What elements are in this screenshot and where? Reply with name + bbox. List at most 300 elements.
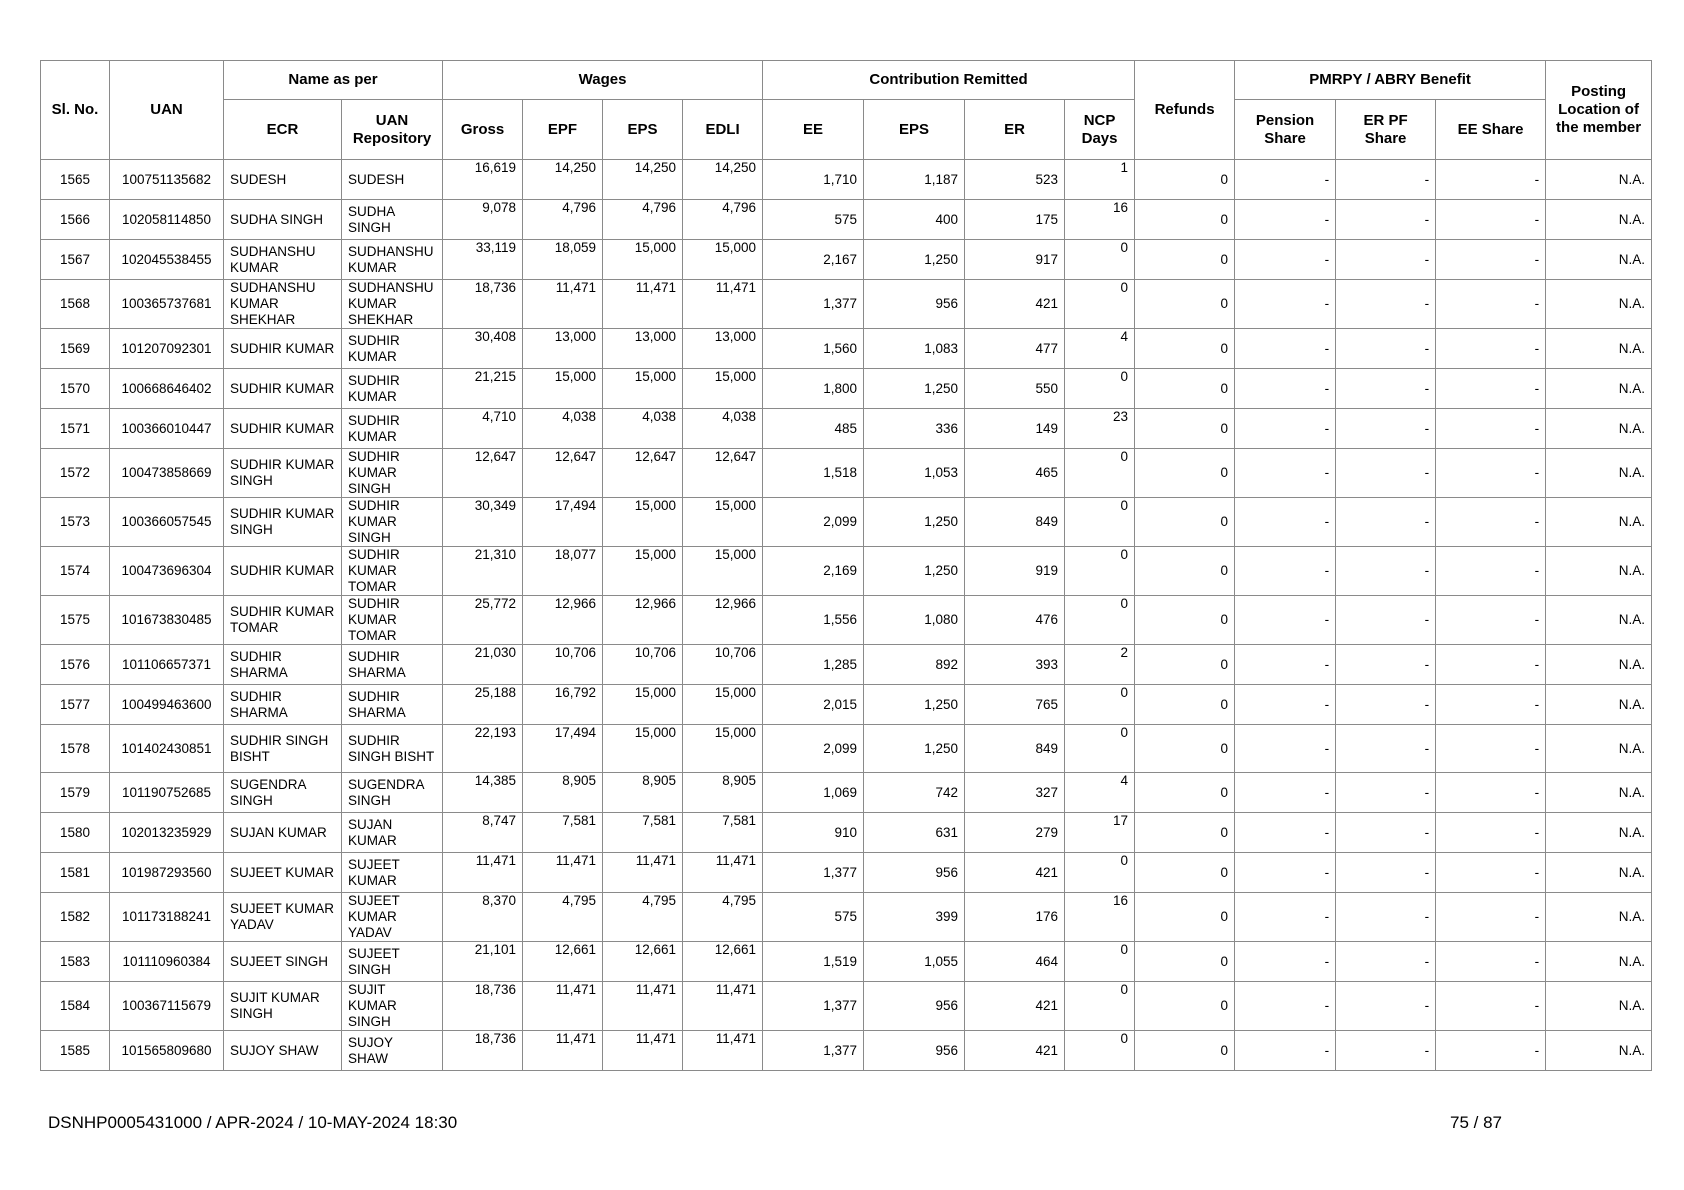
cell-ee: 2,169 [763, 547, 864, 596]
cell-posting-location: N.A. [1546, 369, 1652, 409]
cell-er-pf-share: - [1336, 200, 1436, 240]
cell-contribution-eps: 1,080 [864, 596, 965, 645]
cell-edli: 11,471 [683, 1031, 763, 1071]
cell-gross: 18,736 [443, 982, 523, 1031]
table-header [41, 61, 1652, 160]
cell-uan-repository-name: SUDHIR KUMAR [342, 329, 443, 369]
cell-ecr-name: SUGENDRA SINGH [224, 773, 342, 813]
cell-er: 919 [965, 547, 1065, 596]
cell-pension-share: - [1235, 685, 1336, 725]
cell-posting-location: N.A. [1546, 685, 1652, 725]
cell-edli: 12,647 [683, 449, 763, 498]
cell-ee-share: - [1436, 853, 1546, 893]
cell-gross: 21,310 [443, 547, 523, 596]
cell-refunds: 0 [1135, 498, 1235, 547]
cell-pension-share: - [1235, 280, 1336, 329]
header-ecr: ECR [224, 100, 342, 160]
cell-er: 464 [965, 942, 1065, 982]
cell-contribution-eps: 742 [864, 773, 965, 813]
cell-uan-repository-name: SUJOY SHAW [342, 1031, 443, 1071]
cell-uan: 100366057545 [110, 498, 224, 547]
cell-eps: 15,000 [603, 240, 683, 280]
cell-ncp-days: 0 [1065, 280, 1135, 329]
header-epf: EPF [523, 100, 603, 160]
cell-gross: 9,078 [443, 200, 523, 240]
cell-eps: 15,000 [603, 369, 683, 409]
cell-er-pf-share: - [1336, 1031, 1436, 1071]
cell-refunds: 0 [1135, 982, 1235, 1031]
cell-er: 523 [965, 160, 1065, 200]
cell-ee: 2,099 [763, 498, 864, 547]
cell-ee: 2,167 [763, 240, 864, 280]
table-body [41, 160, 1652, 1071]
cell-gross: 11,471 [443, 853, 523, 893]
cell-uan-repository-name: SUDHIR KUMAR TOMAR [342, 547, 443, 596]
cell-uan: 102045538455 [110, 240, 224, 280]
cell-ecr-name: SUDHIR KUMAR SINGH [224, 498, 342, 547]
cell-ncp-days: 0 [1065, 685, 1135, 725]
cell-ncp-days: 1 [1065, 160, 1135, 200]
cell-posting-location: N.A. [1546, 725, 1652, 773]
cell-ee-share: - [1436, 685, 1546, 725]
cell-pension-share: - [1235, 893, 1336, 942]
table-row [41, 853, 1652, 893]
cell-refunds: 0 [1135, 200, 1235, 240]
cell-epf: 17,494 [523, 498, 603, 547]
table-row [41, 685, 1652, 725]
cell-ee-share: - [1436, 645, 1546, 685]
cell-er-pf-share: - [1336, 773, 1436, 813]
cell-er-pf-share: - [1336, 813, 1436, 853]
cell-ecr-name: SUJEET KUMAR [224, 853, 342, 893]
cell-epf: 14,250 [523, 160, 603, 200]
cell-er-pf-share: - [1336, 240, 1436, 280]
cell-contribution-eps: 399 [864, 893, 965, 942]
cell-er: 393 [965, 645, 1065, 685]
cell-ecr-name: SUJEET SINGH [224, 942, 342, 982]
header-ee-share: EE Share [1436, 100, 1546, 160]
cell-contribution-eps: 631 [864, 813, 965, 853]
cell-eps: 12,661 [603, 942, 683, 982]
cell-ee: 1,377 [763, 853, 864, 893]
cell-sl-no: 1584 [41, 982, 110, 1031]
cell-uan: 100366010447 [110, 409, 224, 449]
cell-uan: 100365737681 [110, 280, 224, 329]
cell-eps: 8,905 [603, 773, 683, 813]
cell-gross: 18,736 [443, 1031, 523, 1071]
cell-uan-repository-name: SUJAN KUMAR [342, 813, 443, 853]
cell-epf: 10,706 [523, 645, 603, 685]
cell-contribution-eps: 1,250 [864, 240, 965, 280]
cell-eps: 4,796 [603, 200, 683, 240]
cell-er-pf-share: - [1336, 160, 1436, 200]
cell-ecr-name: SUDESH [224, 160, 342, 200]
cell-ee-share: - [1436, 942, 1546, 982]
cell-epf: 12,661 [523, 942, 603, 982]
cell-ee: 485 [763, 409, 864, 449]
cell-uan: 101402430851 [110, 725, 224, 773]
cell-ecr-name: SUDHIR KUMAR SINGH [224, 449, 342, 498]
cell-sl-no: 1571 [41, 409, 110, 449]
header-edli: EDLI [683, 100, 763, 160]
cell-refunds: 0 [1135, 1031, 1235, 1071]
header-pmrpy-abry: PMRPY / ABRY Benefit [1235, 61, 1546, 100]
cell-uan: 101207092301 [110, 329, 224, 369]
cell-er: 421 [965, 982, 1065, 1031]
cell-refunds: 0 [1135, 942, 1235, 982]
cell-er-pf-share: - [1336, 369, 1436, 409]
header-ncp-days: NCP Days [1065, 100, 1135, 160]
header-name-as-per: Name as per [224, 61, 443, 100]
cell-ncp-days: 0 [1065, 449, 1135, 498]
cell-ncp-days: 16 [1065, 200, 1135, 240]
cell-posting-location: N.A. [1546, 329, 1652, 369]
cell-ee-share: - [1436, 725, 1546, 773]
cell-pension-share: - [1235, 645, 1336, 685]
cell-er: 421 [965, 853, 1065, 893]
cell-ecr-name: SUDHIR SHARMA [224, 685, 342, 725]
cell-ecr-name: SUDHIR KUMAR [224, 409, 342, 449]
cell-sl-no: 1567 [41, 240, 110, 280]
cell-ee-share: - [1436, 596, 1546, 645]
cell-er-pf-share: - [1336, 685, 1436, 725]
cell-contribution-eps: 1,250 [864, 498, 965, 547]
cell-ncp-days: 17 [1065, 813, 1135, 853]
cell-er: 176 [965, 893, 1065, 942]
cell-sl-no: 1572 [41, 449, 110, 498]
cell-epf: 7,581 [523, 813, 603, 853]
cell-ee-share: - [1436, 329, 1546, 369]
contribution-table [40, 60, 1652, 1071]
cell-uan: 101190752685 [110, 773, 224, 813]
cell-er: 849 [965, 498, 1065, 547]
cell-contribution-eps: 892 [864, 645, 965, 685]
cell-ecr-name: SUDHIR SINGH BISHT [224, 725, 342, 773]
cell-ncp-days: 0 [1065, 498, 1135, 547]
header-uan: UAN [110, 61, 224, 160]
cell-ncp-days: 0 [1065, 1031, 1135, 1071]
cell-ncp-days: 0 [1065, 547, 1135, 596]
cell-uan-repository-name: SUDHIR SHARMA [342, 645, 443, 685]
cell-posting-location: N.A. [1546, 240, 1652, 280]
cell-ee: 2,015 [763, 685, 864, 725]
cell-ee-share: - [1436, 1031, 1546, 1071]
cell-uan-repository-name: SUJEET KUMAR YADAV [342, 893, 443, 942]
cell-refunds: 0 [1135, 596, 1235, 645]
cell-sl-no: 1578 [41, 725, 110, 773]
cell-sl-no: 1566 [41, 200, 110, 240]
cell-refunds: 0 [1135, 449, 1235, 498]
cell-sl-no: 1575 [41, 596, 110, 645]
cell-edli: 4,795 [683, 893, 763, 942]
cell-eps: 14,250 [603, 160, 683, 200]
cell-uan: 100367115679 [110, 982, 224, 1031]
cell-ee: 1,285 [763, 645, 864, 685]
cell-contribution-eps: 1,250 [864, 725, 965, 773]
header-ee: EE [763, 100, 864, 160]
cell-ecr-name: SUDHIR KUMAR [224, 369, 342, 409]
header-contribution-remitted: Contribution Remitted [763, 61, 1135, 100]
cell-er-pf-share: - [1336, 725, 1436, 773]
cell-ee-share: - [1436, 498, 1546, 547]
cell-sl-no: 1577 [41, 685, 110, 725]
cell-edli: 15,000 [683, 725, 763, 773]
cell-ee: 575 [763, 893, 864, 942]
header-er-pf-share: ER PF Share [1336, 100, 1436, 160]
cell-contribution-eps: 1,250 [864, 685, 965, 725]
cell-uan: 101565809680 [110, 1031, 224, 1071]
cell-pension-share: - [1235, 329, 1336, 369]
cell-ee: 1,377 [763, 982, 864, 1031]
cell-ncp-days: 16 [1065, 893, 1135, 942]
cell-pension-share: - [1235, 1031, 1336, 1071]
cell-epf: 11,471 [523, 1031, 603, 1071]
cell-uan: 100473696304 [110, 547, 224, 596]
cell-er-pf-share: - [1336, 498, 1436, 547]
table-row [41, 773, 1652, 813]
cell-ee: 1,069 [763, 773, 864, 813]
cell-uan: 101673830485 [110, 596, 224, 645]
cell-edli: 13,000 [683, 329, 763, 369]
cell-er: 175 [965, 200, 1065, 240]
table-row [41, 893, 1652, 942]
cell-refunds: 0 [1135, 813, 1235, 853]
cell-pension-share: - [1235, 409, 1336, 449]
cell-er: 550 [965, 369, 1065, 409]
cell-gross: 25,772 [443, 596, 523, 645]
cell-epf: 12,647 [523, 449, 603, 498]
cell-er-pf-share: - [1336, 280, 1436, 329]
cell-edli: 11,471 [683, 982, 763, 1031]
cell-eps: 12,647 [603, 449, 683, 498]
cell-posting-location: N.A. [1546, 200, 1652, 240]
cell-edli: 8,905 [683, 773, 763, 813]
table-row [41, 813, 1652, 853]
cell-refunds: 0 [1135, 329, 1235, 369]
cell-eps: 12,966 [603, 596, 683, 645]
cell-pension-share: - [1235, 498, 1336, 547]
cell-contribution-eps: 956 [864, 280, 965, 329]
cell-edli: 15,000 [683, 369, 763, 409]
cell-sl-no: 1581 [41, 853, 110, 893]
cell-er-pf-share: - [1336, 596, 1436, 645]
table-row [41, 449, 1652, 498]
cell-edli: 12,966 [683, 596, 763, 645]
cell-sl-no: 1569 [41, 329, 110, 369]
cell-er: 279 [965, 813, 1065, 853]
header-posting-location: Posting Location of the member [1546, 61, 1652, 160]
cell-er: 849 [965, 725, 1065, 773]
cell-ee: 1,519 [763, 942, 864, 982]
cell-contribution-eps: 956 [864, 853, 965, 893]
header-gross: Gross [443, 100, 523, 160]
cell-refunds: 0 [1135, 280, 1235, 329]
cell-ecr-name: SUDHA SINGH [224, 200, 342, 240]
cell-er-pf-share: - [1336, 547, 1436, 596]
cell-gross: 12,647 [443, 449, 523, 498]
cell-uan-repository-name: SUDHIR KUMAR [342, 369, 443, 409]
cell-edli: 12,661 [683, 942, 763, 982]
cell-gross: 18,736 [443, 280, 523, 329]
cell-uan: 101110960384 [110, 942, 224, 982]
cell-ee-share: - [1436, 240, 1546, 280]
cell-uan: 101106657371 [110, 645, 224, 685]
cell-pension-share: - [1235, 942, 1336, 982]
cell-posting-location: N.A. [1546, 547, 1652, 596]
cell-uan: 102013235929 [110, 813, 224, 853]
table-row [41, 160, 1652, 200]
cell-er: 476 [965, 596, 1065, 645]
cell-uan-repository-name: SUGENDRA SINGH [342, 773, 443, 813]
cell-contribution-eps: 1,055 [864, 942, 965, 982]
cell-er: 917 [965, 240, 1065, 280]
cell-edli: 15,000 [683, 547, 763, 596]
cell-ncp-days: 0 [1065, 982, 1135, 1031]
cell-gross: 21,215 [443, 369, 523, 409]
cell-ee: 575 [763, 200, 864, 240]
cell-er-pf-share: - [1336, 449, 1436, 498]
cell-ecr-name: SUJIT KUMAR SINGH [224, 982, 342, 1031]
cell-ecr-name: SUJEET KUMAR YADAV [224, 893, 342, 942]
table-row [41, 725, 1652, 773]
cell-posting-location: N.A. [1546, 160, 1652, 200]
cell-er: 149 [965, 409, 1065, 449]
cell-contribution-eps: 1,053 [864, 449, 965, 498]
cell-refunds: 0 [1135, 160, 1235, 200]
cell-ee-share: - [1436, 547, 1546, 596]
cell-posting-location: N.A. [1546, 893, 1652, 942]
cell-eps: 15,000 [603, 685, 683, 725]
cell-er-pf-share: - [1336, 853, 1436, 893]
cell-ncp-days: 4 [1065, 773, 1135, 813]
cell-er-pf-share: - [1336, 645, 1436, 685]
cell-epf: 4,796 [523, 200, 603, 240]
cell-posting-location: N.A. [1546, 645, 1652, 685]
header-er: ER [965, 100, 1065, 160]
cell-sl-no: 1576 [41, 645, 110, 685]
cell-posting-location: N.A. [1546, 449, 1652, 498]
cell-uan: 101173188241 [110, 893, 224, 942]
cell-uan: 102058114850 [110, 200, 224, 240]
cell-sl-no: 1582 [41, 893, 110, 942]
cell-edli: 15,000 [683, 685, 763, 725]
cell-ee-share: - [1436, 200, 1546, 240]
cell-gross: 25,188 [443, 685, 523, 725]
cell-gross: 21,101 [443, 942, 523, 982]
cell-contribution-eps: 1,250 [864, 547, 965, 596]
cell-eps: 11,471 [603, 853, 683, 893]
cell-uan-repository-name: SUDHANSHU KUMAR SHEKHAR [342, 280, 443, 329]
header-wages: Wages [443, 61, 763, 100]
cell-sl-no: 1565 [41, 160, 110, 200]
cell-epf: 17,494 [523, 725, 603, 773]
cell-gross: 16,619 [443, 160, 523, 200]
header-refunds: Refunds [1135, 61, 1235, 160]
cell-uan-repository-name: SUJEET SINGH [342, 942, 443, 982]
cell-ee-share: - [1436, 449, 1546, 498]
cell-gross: 22,193 [443, 725, 523, 773]
cell-refunds: 0 [1135, 893, 1235, 942]
cell-ee-share: - [1436, 813, 1546, 853]
cell-ecr-name: SUDHANSHU KUMAR SHEKHAR [224, 280, 342, 329]
table-row [41, 200, 1652, 240]
table-row [41, 942, 1652, 982]
cell-edli: 11,471 [683, 853, 763, 893]
cell-uan-repository-name: SUDHIR SINGH BISHT [342, 725, 443, 773]
cell-sl-no: 1579 [41, 773, 110, 813]
cell-ncp-days: 0 [1065, 596, 1135, 645]
table-row [41, 329, 1652, 369]
cell-uan-repository-name: SUDHANSHU KUMAR [342, 240, 443, 280]
cell-posting-location: N.A. [1546, 1031, 1652, 1071]
cell-uan-repository-name: SUJIT KUMAR SINGH [342, 982, 443, 1031]
cell-sl-no: 1574 [41, 547, 110, 596]
cell-edli: 7,581 [683, 813, 763, 853]
header-eps: EPS [603, 100, 683, 160]
cell-uan-repository-name: SUDHA SINGH [342, 200, 443, 240]
cell-posting-location: N.A. [1546, 280, 1652, 329]
cell-edli: 15,000 [683, 498, 763, 547]
cell-epf: 18,059 [523, 240, 603, 280]
cell-ncp-days: 4 [1065, 329, 1135, 369]
cell-sl-no: 1570 [41, 369, 110, 409]
cell-ecr-name: SUDHIR SHARMA [224, 645, 342, 685]
cell-ecr-name: SUJOY SHAW [224, 1031, 342, 1071]
cell-epf: 11,471 [523, 280, 603, 329]
cell-ecr-name: SUDHIR KUMAR TOMAR [224, 596, 342, 645]
cell-er: 765 [965, 685, 1065, 725]
cell-ecr-name: SUJAN KUMAR [224, 813, 342, 853]
table-row [41, 280, 1652, 329]
cell-gross: 21,030 [443, 645, 523, 685]
cell-ecr-name: SUDHANSHU KUMAR [224, 240, 342, 280]
cell-ecr-name: SUDHIR KUMAR [224, 329, 342, 369]
cell-uan: 100668646402 [110, 369, 224, 409]
header-uan-repository: UAN Repository [342, 100, 443, 160]
cell-uan: 100499463600 [110, 685, 224, 725]
cell-refunds: 0 [1135, 725, 1235, 773]
cell-gross: 8,747 [443, 813, 523, 853]
cell-posting-location: N.A. [1546, 596, 1652, 645]
cell-uan-repository-name: SUDHIR KUMAR SINGH [342, 498, 443, 547]
cell-epf: 4,038 [523, 409, 603, 449]
cell-ee: 1,377 [763, 280, 864, 329]
cell-pension-share: - [1235, 596, 1336, 645]
cell-gross: 30,349 [443, 498, 523, 547]
cell-posting-location: N.A. [1546, 813, 1652, 853]
cell-ncp-days: 0 [1065, 853, 1135, 893]
cell-pension-share: - [1235, 547, 1336, 596]
table-row [41, 596, 1652, 645]
table-row [41, 498, 1652, 547]
cell-epf: 11,471 [523, 853, 603, 893]
cell-ecr-name: SUDHIR KUMAR [224, 547, 342, 596]
cell-posting-location: N.A. [1546, 982, 1652, 1031]
cell-eps: 4,038 [603, 409, 683, 449]
cell-epf: 4,795 [523, 893, 603, 942]
cell-contribution-eps: 336 [864, 409, 965, 449]
cell-epf: 13,000 [523, 329, 603, 369]
cell-ee-share: - [1436, 160, 1546, 200]
cell-uan-repository-name: SUJEET KUMAR [342, 853, 443, 893]
cell-refunds: 0 [1135, 773, 1235, 813]
cell-eps: 10,706 [603, 645, 683, 685]
cell-sl-no: 1585 [41, 1031, 110, 1071]
cell-ee: 1,710 [763, 160, 864, 200]
table-row [41, 240, 1652, 280]
cell-epf: 11,471 [523, 982, 603, 1031]
cell-ee: 910 [763, 813, 864, 853]
